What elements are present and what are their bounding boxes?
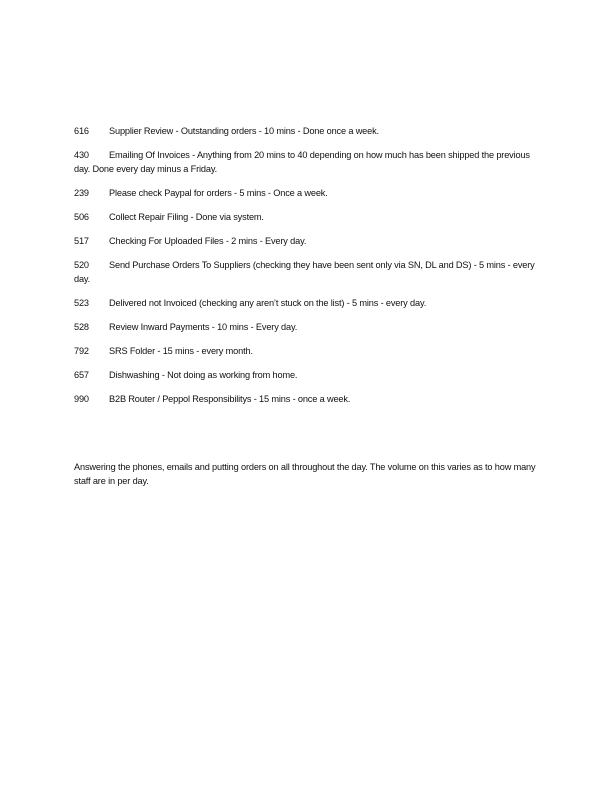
task-code: 657: [74, 370, 89, 380]
task-description: Please check Paypal for orders - 5 mins - Once a week.: [109, 188, 328, 198]
task-item: [74, 186, 544, 200]
task-code: 616: [74, 126, 89, 136]
task-description: Delivered not Invoiced (checking any aren’t stuck on the list) - 5 mins - every day.: [109, 298, 427, 308]
task-item: [74, 210, 544, 224]
closing-note: Answering the phones, emails and putting orders on all throughout the day. The volume on this varies as to how many staff are in per day.: [74, 462, 536, 486]
task-item: [74, 234, 544, 248]
task-item: [74, 296, 544, 310]
task-description: Emailing Of Invoices - Anything from 20 mins to 40 depending on how much has been shipped the previous day. Done every day minus a Friday.: [74, 150, 530, 174]
task-item: [74, 392, 544, 406]
task-item: [74, 368, 544, 382]
task-description: Send Purchase Orders To Suppliers (checking they have been sent only via SN, DL and DS) - 5 mins - every day.: [74, 260, 535, 284]
task-code: 523: [74, 298, 89, 308]
task-description: B2B Router / Peppol Responsibilitys - 15 mins - once a week.: [109, 394, 351, 404]
task-code: 430: [74, 150, 89, 160]
task-description: SRS Folder - 15 mins - every month.: [109, 346, 253, 356]
task-description: Dishwashing - Not doing as working from home.: [109, 370, 298, 380]
task-item: [74, 148, 544, 176]
task-code: 990: [74, 394, 89, 404]
task-code: 520: [74, 260, 89, 270]
task-code: 506: [74, 212, 89, 222]
task-code: 239: [74, 188, 89, 198]
task-item: [74, 320, 544, 334]
task-description: Review Inward Payments - 10 mins - Every day.: [109, 322, 298, 332]
task-item: [74, 124, 544, 138]
task-item: [74, 258, 544, 286]
task-description: Supplier Review - Outstanding orders - 10 mins - Done once a week.: [109, 126, 379, 136]
task-code: 792: [74, 346, 89, 356]
task-code: 517: [74, 236, 89, 246]
task-list: [74, 124, 544, 416]
task-description: Checking For Uploaded Files - 2 mins - Every day.: [109, 236, 307, 246]
task-code: 528: [74, 322, 89, 332]
task-item: [74, 344, 544, 358]
task-description: Collect Repair Filing - Done via system.: [109, 212, 264, 222]
